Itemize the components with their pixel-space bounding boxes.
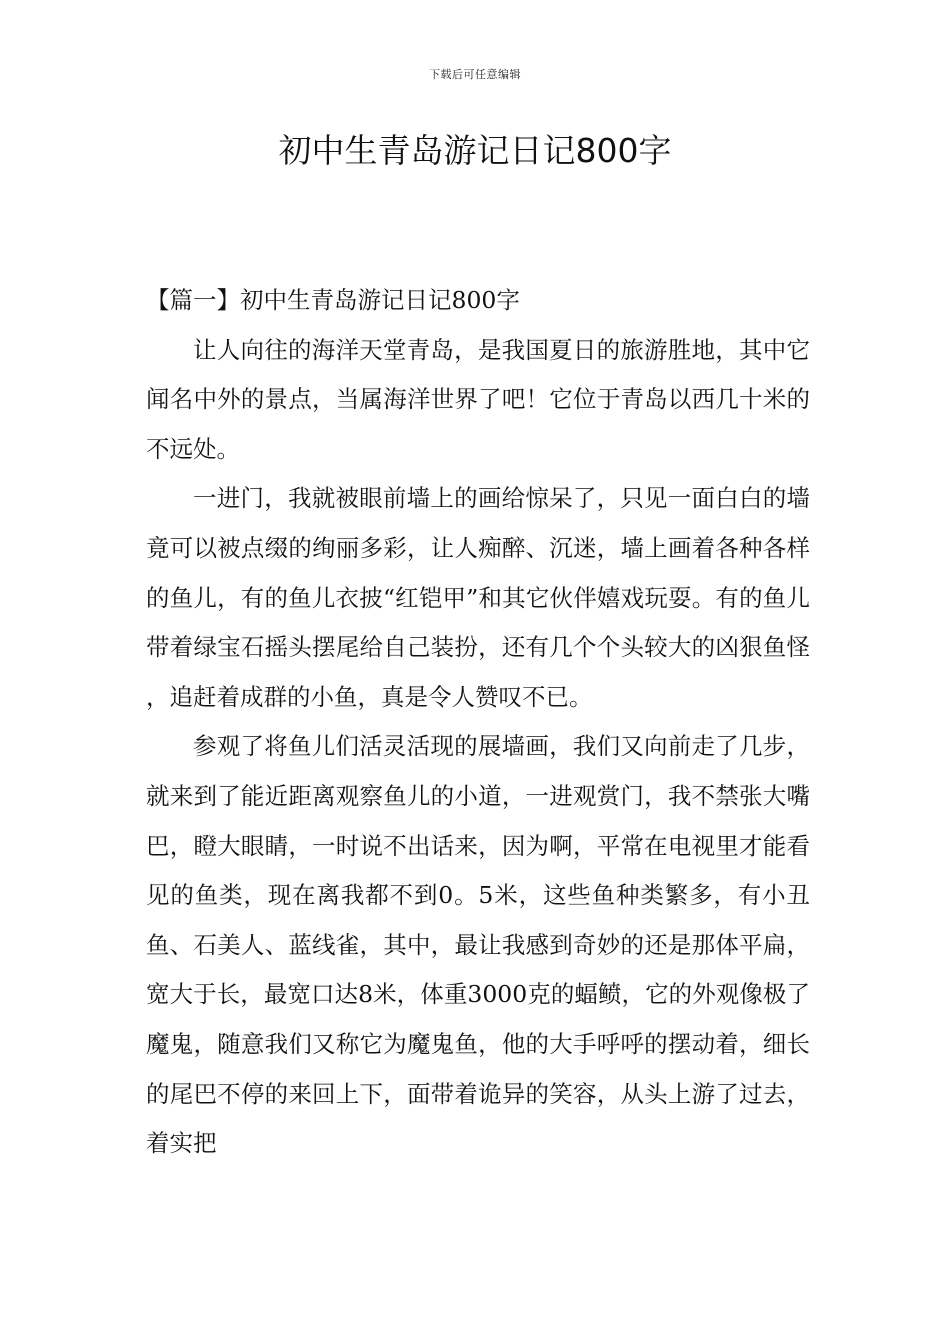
- paragraph-3: 参观了将鱼儿们活灵活现的展墙画，我们又向前走了几步，就来到了能近距离观察鱼儿的小道，一进观赏门，我不禁张大嘴巴，瞪大眼睛，一时说不出话来，因为啊，平常在电视里才能看见的鱼类，现在离我都不到0。5米，这些鱼种类繁多，有小丑鱼、石美人、蓝线雀，其中，最让我感到奇妙的还是那体平扁，宽大于长，最宽口达8米，体重3000克的蝠鲼，它的外观像极了魔鬼，随意我们又称它为魔鬼鱼，他的大手呼呼的摆动着，细长的尾巴不停的来回上下，面带着诡异的笑容，从头上游了过去，着实把: [146, 732, 810, 1158]
- document-body: [146, 276, 810, 1169]
- paragraph-1: 让人向往的海洋天堂青岛，是我国夏日的旅游胜地，其中它闻名中外的景点，当属海洋世界了吧！它位于青岛以西几十米的不远处。: [146, 335, 810, 463]
- header-note: 下载后可任意编辑: [429, 68, 521, 81]
- document-title: 初中生青岛游记日记800字: [278, 131, 672, 170]
- paragraph-2: 一进门，我就被眼前墙上的画给惊呆了，只见一面白白的墙竟可以被点缀的绚丽多彩，让人痴醉、沉迷，墙上画着各种各样的鱼儿，有的鱼儿衣披“红铠甲”和其它伙伴嬉戏玩耍。有的鱼儿带着绿宝石摇头摆尾给自己装扮，还有几个个头较大的凶狠鱼怪，追赶着成群的小鱼，真是令人赞叹不已。: [146, 484, 810, 711]
- section-heading: 【篇一】初中生青岛游记日记800字: [146, 286, 520, 314]
